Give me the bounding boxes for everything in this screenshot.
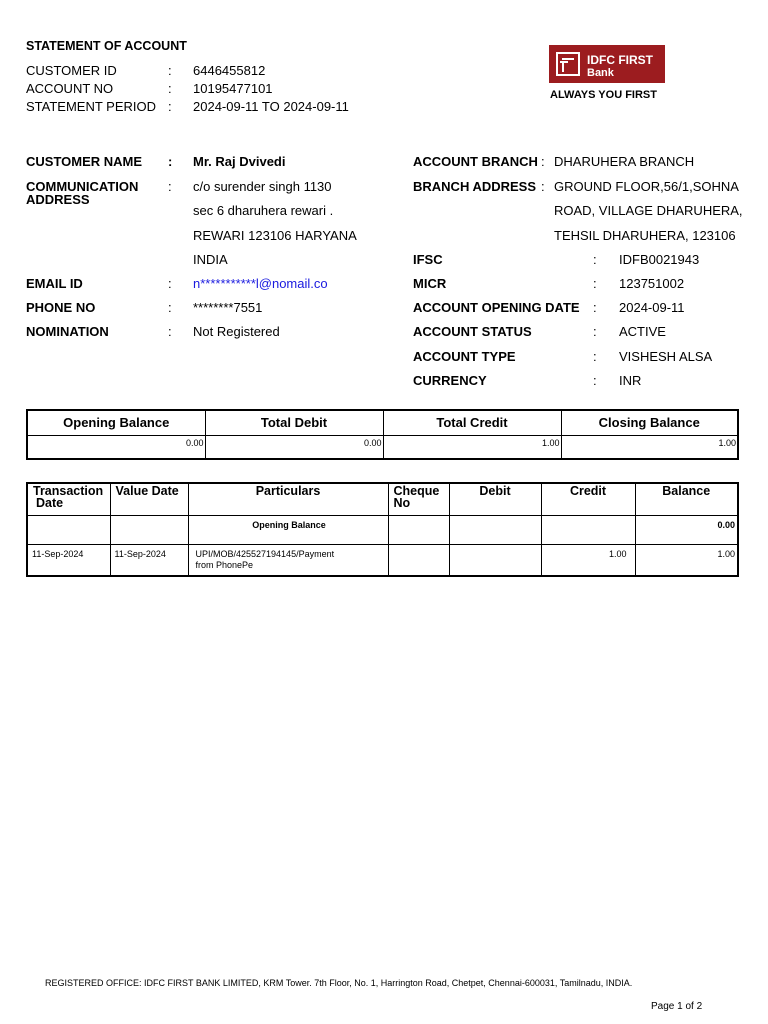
opening-balance-label: Opening Balance [188,515,388,544]
nomination-value: Not Registered [193,324,280,339]
opening-date-label: ACCOUNT OPENING DATE [413,300,580,315]
opening-date-sep: : [593,300,597,315]
account-type-label: ACCOUNT TYPE [413,349,516,364]
statement-period-value: 2024-09-11 TO 2024-09-11 [193,99,349,114]
micr-sep: : [593,276,597,291]
phone-label: PHONE NO [26,300,96,315]
account-branch-sep: : [541,154,545,169]
transactions-table [26,482,739,577]
page-number: Page 1 of 2 [651,1001,703,1012]
txn-cheque [388,544,449,576]
ifsc-label: IFSC [413,252,443,267]
customer-id-value: 6446455812 [193,63,266,78]
summary-opening-value: 0.00 [27,435,205,459]
branch-address-line-1: GROUND FLOOR,56/1,SOHNA [554,179,739,194]
address-line-1: c/o surender singh 1130 [193,179,332,194]
account-branch-label: ACCOUNT BRANCH [413,154,538,169]
txn-particulars: UPI/MOB/425527194145/Payment from PhonePe [188,544,388,576]
opening-balance-row [27,515,738,544]
account-no-sep: : [168,81,172,96]
account-status-value: ACTIVE [619,324,666,339]
col-value-date: Value Date [110,483,188,515]
customer-id-sep: : [168,63,172,78]
col-balance: Balance [635,483,738,515]
micr-label: MICR [413,276,447,291]
currency-label: CURRENCY [413,373,487,388]
summary-header-closing: Closing Balance [561,410,738,435]
comm-address-label-2: ADDRESS [26,192,90,207]
logo-text-line1: IDFC FIRST [587,53,653,67]
address-line-4: INDIA [193,252,228,267]
table-row [27,544,738,576]
summary-debit-value: 0.00 [205,435,383,459]
customer-id-label: CUSTOMER ID [26,63,117,78]
transactions-header-row [27,483,738,515]
phone-sep: : [168,300,172,315]
account-type-value: VISHESH ALSA [619,349,713,364]
statement-period-sep: : [168,99,172,114]
micr-value: 123751002 [619,276,685,291]
account-no-value: 10195477101 [193,81,273,96]
comm-address-label-1: COMMUNICATION [26,179,139,194]
txn-balance: 1.00 [635,544,738,576]
opening-balance-value: 0.00 [635,515,738,544]
account-no-label: ACCOUNT NO [26,81,114,96]
col-transaction-date: Transaction Date [27,483,110,515]
txn-date: 11-Sep-2024 [27,544,110,576]
comm-address-sep: : [168,179,172,194]
col-debit: Debit [449,483,541,515]
ifsc-sep: : [593,252,597,267]
summary-header-credit: Total Credit [383,410,561,435]
logo-text-line2: Bank [587,67,614,79]
branch-address-line-3: TEHSIL DHARUHERA, 123106 [554,228,736,243]
email-value[interactable]: n***********l@nomail.co [193,276,328,291]
currency-sep: : [593,373,597,388]
summary-closing-value: 1.00 [561,435,738,459]
phone-value: ********7551 [193,300,263,315]
address-line-2: sec 6 dharuhera rewari . [193,203,334,218]
account-status-label: ACCOUNT STATUS [413,324,532,339]
col-particulars: Particulars [188,483,388,515]
txn-value-date: 11-Sep-2024 [110,544,188,576]
branch-address-label: BRANCH ADDRESS [413,179,537,194]
customer-name-value: Mr. Raj Dvivedi [193,154,286,169]
statement-title: STATEMENT OF ACCOUNT [26,39,187,53]
branch-address-sep: : [541,179,545,194]
col-cheque-no: Cheque No [388,483,449,515]
branch-address-line-2: ROAD, VILLAGE DHARUHERA, [554,203,743,218]
nomination-sep: : [168,324,172,339]
summary-header-opening: Opening Balance [27,410,205,435]
customer-name-label: CUSTOMER NAME [26,154,143,169]
email-sep: : [168,276,172,291]
account-type-sep: : [593,349,597,364]
opening-date-value: 2024-09-11 [619,300,685,315]
bank-tagline: ALWAYS YOU FIRST [550,89,657,101]
balance-summary-table [26,409,739,460]
customer-name-sep: : [168,154,173,169]
logo-mark-icon [556,52,580,76]
email-label: EMAIL ID [26,276,83,291]
account-branch-value: DHARUHERA BRANCH [554,154,695,169]
ifsc-value: IDFB0021943 [619,252,700,267]
txn-credit: 1.00 [541,544,635,576]
address-line-3: REWARI 123106 HARYANA [193,228,357,243]
statement-period-label: STATEMENT PERIOD [26,99,157,114]
summary-credit-value: 1.00 [383,435,561,459]
col-credit: Credit [541,483,635,515]
registered-office: REGISTERED OFFICE: IDFC FIRST BANK LIMITED, KRM Tower. 7th Floor, No. 1, Harrington Road, Chetpet, Chennai-600031, Tamilnadu, INDIA. [45,978,633,988]
txn-debit [449,544,541,576]
summary-header-debit: Total Debit [205,410,383,435]
account-status-sep: : [593,324,597,339]
bank-logo [549,45,665,83]
currency-value: INR [619,373,642,388]
nomination-label: NOMINATION [26,324,109,339]
